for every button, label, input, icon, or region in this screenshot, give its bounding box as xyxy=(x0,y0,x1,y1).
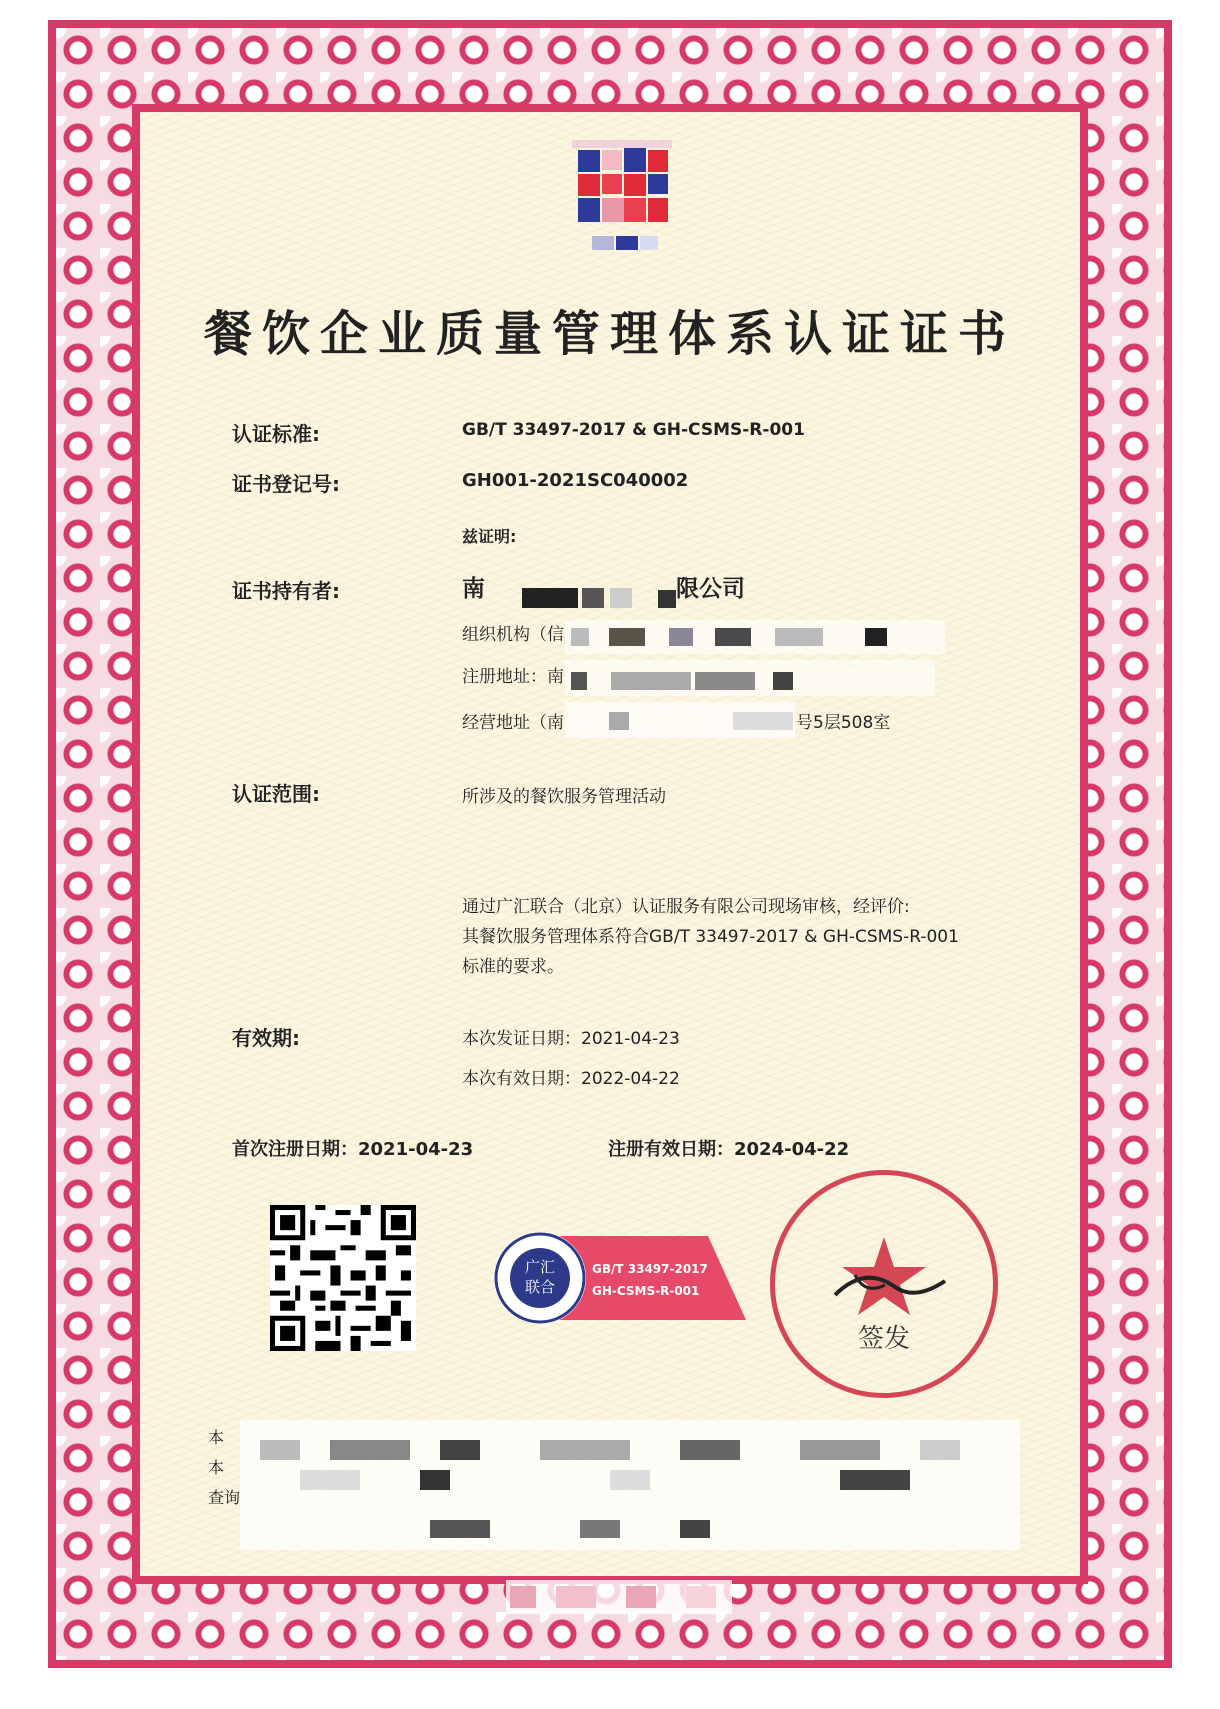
cert-no-value: GH001-2021SC040002 xyxy=(462,470,689,491)
issue-date: 本次发证日期：2021-04-23 xyxy=(462,1029,680,1049)
scope-label: 认证范围: xyxy=(232,782,320,806)
mark-text-line1: 广汇 xyxy=(524,1258,556,1276)
cert-no-label: 证书登记号: xyxy=(232,472,340,496)
holder-name-end: 限公司 xyxy=(676,576,745,602)
op-addr-redacted xyxy=(565,702,795,738)
footer-line-1-prefix: 本 xyxy=(208,1428,225,1447)
seal-sign-label: 签发 xyxy=(857,1324,911,1354)
statement-line-1: 通过广汇联合（北京）认证服务有限公司现场审核，经评价: xyxy=(462,897,910,917)
op-addr-label: 经营地址（南 xyxy=(462,713,564,733)
footer-line-3-prefix: 查询 xyxy=(208,1488,241,1507)
certification-mark xyxy=(480,1228,748,1328)
certificate-title: 餐饮企业质量管理体系认证证书 xyxy=(203,306,1016,362)
registration-valid-date: 注册有效日期：2024-04-22 xyxy=(608,1139,850,1160)
certify-intro: 兹证明: xyxy=(462,527,517,546)
mark-standard-1: GB/T 33497-2017 xyxy=(592,1262,708,1276)
footer-line-2-prefix: 本 xyxy=(208,1458,225,1477)
footer-redacted xyxy=(240,1420,1020,1550)
first-registration-date: 首次注册日期：2021-04-23 xyxy=(232,1139,474,1160)
bottom-redacted-band xyxy=(506,1580,732,1614)
expire-date: 本次有效日期：2022-04-22 xyxy=(462,1069,680,1089)
org-code-label: 组织机构（信 xyxy=(462,625,564,645)
op-addr-end: 号5层508室 xyxy=(796,713,891,733)
mark-text-line2: 联合 xyxy=(524,1278,556,1296)
holder-name-redacted xyxy=(492,578,676,614)
holder-label: 证书持有者: xyxy=(232,579,340,603)
standard-label: 认证标准: xyxy=(232,422,320,446)
scope-value: 所涉及的餐饮服务管理活动 xyxy=(462,787,666,807)
holder-name-start: 南 xyxy=(462,576,485,602)
reg-addr-label: 注册地址：南 xyxy=(462,667,564,687)
statement-line-2: 其餐饮服务管理体系符合GB/T 33497-2017 & GH-CSMS-R-001 xyxy=(462,927,959,947)
statement-line-3: 标准的要求。 xyxy=(462,957,564,977)
validity-label: 有效期: xyxy=(232,1026,300,1050)
mark-standard-2: GH-CSMS-R-001 xyxy=(592,1284,700,1298)
qr-code xyxy=(270,1205,416,1351)
standard-value: GB/T 33497-2017 & GH-CSMS-R-001 xyxy=(462,420,805,440)
org-code-redacted xyxy=(565,620,945,654)
issuer-logo-pixelated xyxy=(572,140,672,270)
official-seal xyxy=(770,1170,998,1398)
reg-addr-redacted xyxy=(565,660,935,696)
